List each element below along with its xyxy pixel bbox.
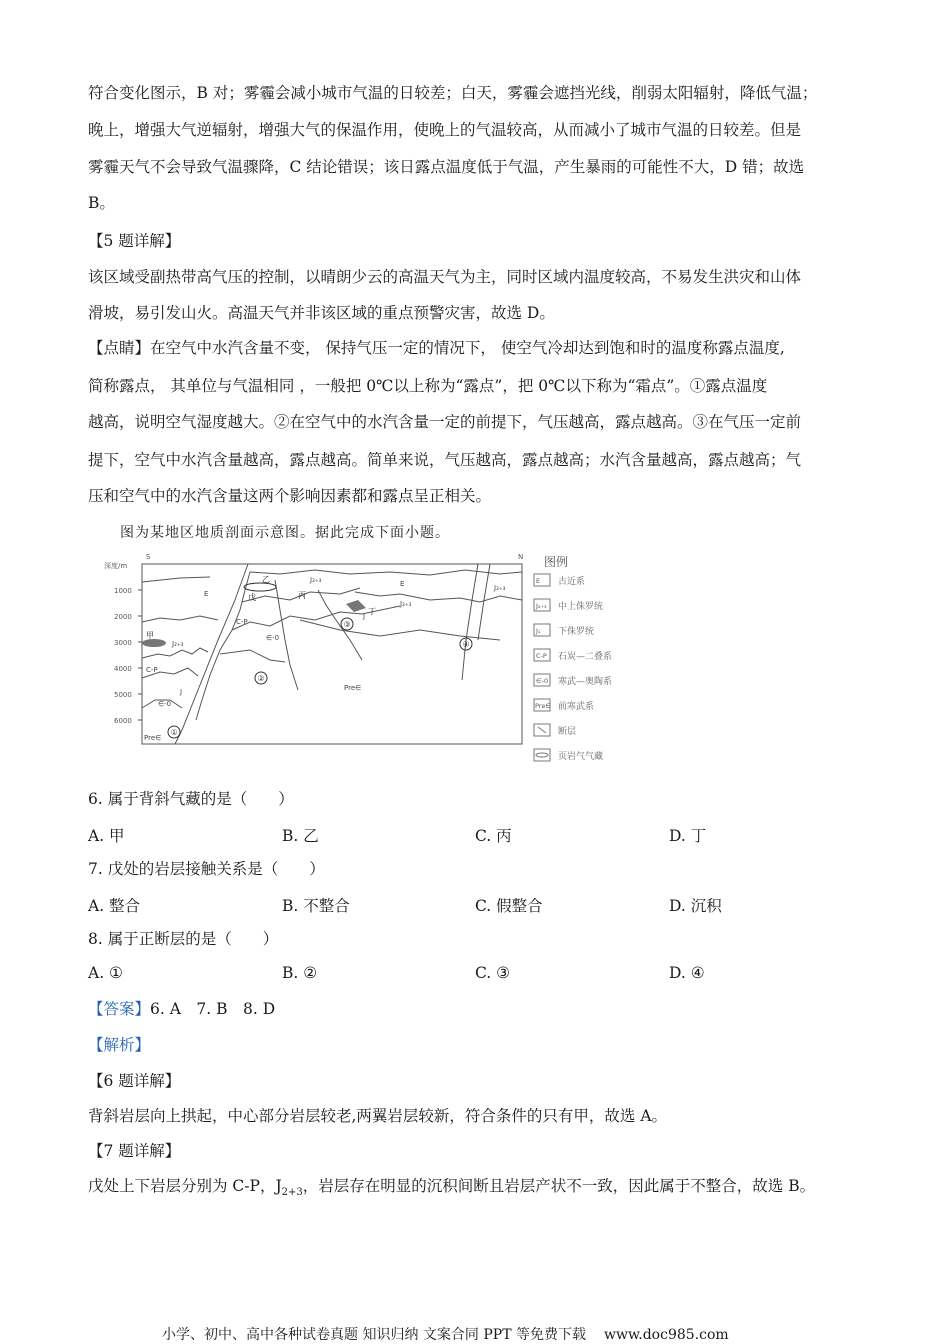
fault-4-label: ④ — [462, 640, 470, 649]
dianjing-line: 压和空气中的水汽含量这两个影响因素都和露点呈正相关。 — [88, 487, 492, 505]
paragraph-line: 雾霾天气不会导致气温骤降，C 结论错误；该日露点温度低于气温，产生暴雨的可能性不大，D 错；故选 — [88, 158, 805, 176]
q7-option-c[interactable]: C. 假整合 — [475, 897, 543, 915]
q6-explanation: 背斜岩层向上拱起，中心部分岩层较老,两翼岩层较新，符合条件的只有甲，故选 A。 — [88, 1107, 668, 1125]
unit-pre-left: Pre∈ — [144, 734, 162, 742]
point-bing: 丙 — [298, 591, 306, 600]
unit-cp-mid: C-P — [236, 618, 248, 626]
fault-4-line — [462, 564, 478, 680]
gas-reservoir-yi — [244, 583, 276, 591]
dianjing-line: 【点睛】在空气中水汽含量不变， 保持气压一定的情况下， 使空气冷却达到饱和时的温度称露点温度, — [88, 339, 785, 357]
paragraph-line: 该区域受副热带高气压的控制，以晴朗少云的高温天气为主，同时区域内温度较高，不易发生洪灾和山体 — [88, 268, 802, 286]
legend-sym: J₂₊₃ — [536, 602, 547, 610]
q7-heading: 【7 题详解】 — [88, 1142, 181, 1160]
q8-option-b[interactable]: B. ② — [282, 964, 318, 982]
point-wu: 戊 — [248, 593, 256, 602]
depth-tick: 1000 — [114, 587, 132, 595]
legend-sym: ∈-0 — [536, 677, 549, 685]
fault-3-line — [318, 590, 362, 660]
paragraph-line: B。 — [88, 194, 115, 212]
q6-stem: 6. 属于背斜气藏的是（ ） — [88, 790, 294, 808]
legend-sym: C-P — [536, 652, 547, 660]
depth-tick: 5000 — [114, 691, 132, 699]
q7-text-after: ，岩层存在明显的沉积间断且岩层产状不一致，因此属于不整合，故选 B。 — [302, 1177, 816, 1195]
legend-label: 下侏罗统 — [558, 627, 595, 637]
legend-sym: Pre∈ — [535, 702, 551, 710]
depth-tick: 4000 — [114, 665, 132, 673]
paragraph-line: 滑坡，易引发山火。高温天气并非该区域的重点预警灾害，故选 D。 — [88, 304, 555, 322]
footer-text: 小学、初中、高中各种试卷真题 知识归纳 文案合同 PPT 等免费下载 — [162, 1327, 586, 1343]
fault-1-line — [175, 564, 248, 744]
unit-j23-upper: J₂₊₃ — [310, 576, 322, 584]
legend-label: 古近系 — [558, 577, 586, 587]
unit-e-left: E — [204, 590, 209, 598]
q6-option-b[interactable]: B. 乙 — [282, 827, 319, 845]
paragraph-line: 晚上，增强大气逆辐射，增强大气的保温作用，使晚上的气温较高，从而减小了城市气温的日较差。但是 — [88, 121, 802, 139]
page-footer — [162, 1324, 729, 1344]
unit-j-right: J — [363, 612, 366, 620]
point-jia: 甲 — [146, 631, 154, 640]
unit-cp-left: C-P — [146, 666, 158, 674]
q5-heading: 【5 题详解】 — [88, 232, 181, 250]
depth-tick: 6000 — [114, 717, 132, 725]
legend-sym: J₁ — [536, 627, 541, 635]
unit-eo-left: ∈-0 — [158, 700, 172, 708]
footer-link[interactable]: www.doc985.com — [603, 1327, 729, 1343]
q8-option-d[interactable]: D. ④ — [669, 964, 705, 982]
point-ding: 丁 — [368, 607, 376, 616]
q6-option-a[interactable]: A. 甲 — [88, 827, 125, 845]
south-label: S — [146, 553, 151, 561]
point-yi: 乙 — [262, 575, 270, 584]
e-base-right — [250, 570, 522, 575]
answer-text: 6. A 7. B 8. D — [150, 1000, 276, 1018]
legend-label: 石炭—二叠系 — [558, 652, 613, 662]
paragraph-line: 符合变化图示，B 对；雾霾会减小城市气温的日较差；白天，雾霾会遮挡光线，削弱太阳辐射，降低气温； — [88, 84, 818, 102]
legend-label: 寒武—奥陶系 — [558, 677, 613, 687]
unit-e-right: E — [400, 580, 405, 588]
q6-options — [88, 824, 868, 844]
gas-reservoir-ding — [346, 600, 366, 612]
q7-subscript: 2+3 — [281, 1187, 303, 1199]
q7-option-d[interactable]: D. 沉积 — [669, 897, 722, 915]
q7-option-b[interactable]: B. 不整合 — [282, 897, 350, 915]
fault-3-label: ③ — [343, 620, 351, 629]
unit-j23-far-right: J₂₊₃ — [494, 584, 506, 592]
q7-option-a[interactable]: A. 整合 — [88, 897, 141, 915]
unit-j-left: J — [180, 688, 183, 696]
legend-sym: E — [536, 577, 541, 585]
q6-option-c[interactable]: C. 丙 — [475, 827, 512, 845]
answer-line — [88, 999, 868, 1019]
depth-tick: 3000 — [114, 639, 132, 647]
q8-options — [88, 964, 868, 984]
answer-label: 【答案】 — [88, 1000, 151, 1018]
q7-options — [88, 894, 868, 914]
legend-label: 断层 — [558, 727, 577, 737]
q6-option-d[interactable]: D. 丁 — [669, 827, 707, 845]
fault-1-label: ① — [170, 728, 178, 737]
dianjing-line: 越高，说明空气湿度越大。②在空气中的水汽含量一定的前提下，气压越高，露点越高。③在气压一定前 — [88, 413, 802, 431]
unit-eo-mid: ∈-0 — [266, 634, 280, 642]
q7-stem: 7. 戊处的岩层接触关系是（ ） — [88, 860, 325, 878]
q7-explanation — [88, 1176, 868, 1203]
unit-j23-right: J₂₊₃ — [400, 600, 412, 608]
q6-heading: 【6 题详解】 — [88, 1072, 181, 1090]
e-base-left — [142, 577, 210, 582]
north-label: N — [518, 553, 524, 561]
geologic-section-figure — [100, 550, 640, 765]
q8-stem: 8. 属于正断层的是（ ） — [88, 930, 279, 948]
legend-title: 图例 — [544, 555, 569, 569]
depth-tick: 2000 — [114, 613, 132, 621]
unit-j23-left: J₂₊₃ — [172, 640, 184, 648]
depth-axis-label: 深度/m — [104, 562, 128, 570]
figure-caption: 图为某地区地质剖面示意图。据此完成下面小题。 — [120, 525, 450, 541]
fault-2-label: ② — [257, 674, 265, 683]
unit-pre-mid: Pre∈ — [344, 684, 362, 692]
q7-text-before: 戊处上下岩层分别为 C-P，J — [88, 1177, 282, 1195]
gas-reservoir-jia — [142, 639, 166, 647]
dianjing-line: 简称露点， 其单位与气温相同 ，一般把 0℃以上称为“露点”，把 0℃以下称为“霜点”。①露点温度 — [88, 377, 768, 395]
legend-label: 页岩气气藏 — [558, 752, 604, 762]
q8-option-a[interactable]: A. ① — [88, 964, 123, 982]
analysis-label: 【解析】 — [88, 1036, 151, 1054]
q8-option-c[interactable]: C. ③ — [475, 964, 511, 982]
dianjing-line: 提下，空气中水汽含量越高，露点越高。简单来说，气压越高，露点越高；水汽含量越高，露点越高；气 — [88, 451, 802, 469]
legend-label: 中上侏罗统 — [558, 602, 604, 612]
legend-label: 前寒武系 — [558, 702, 595, 712]
